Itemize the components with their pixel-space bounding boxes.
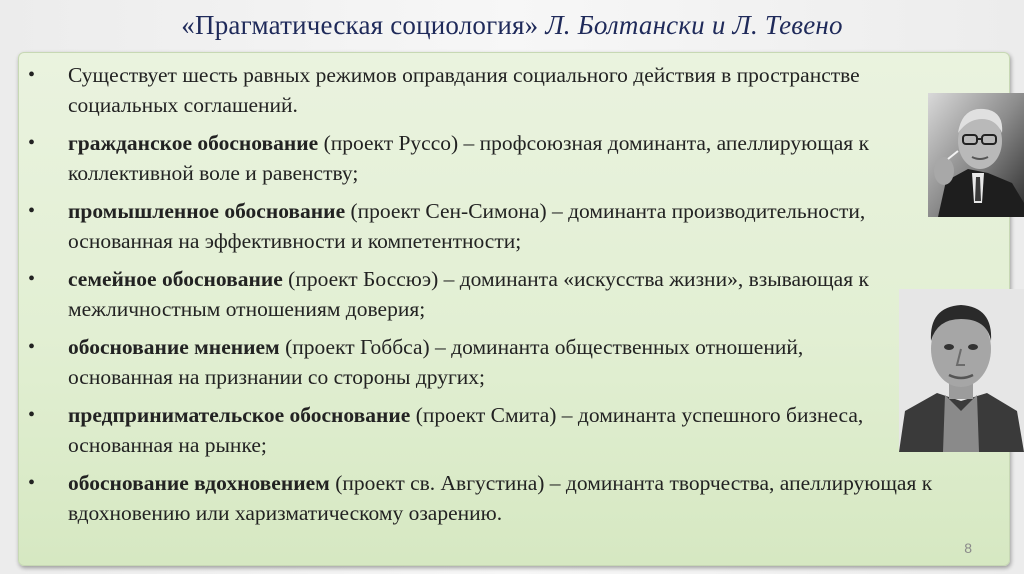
- bullet-marker: •: [28, 336, 36, 358]
- slide-title: [0, 10, 1024, 41]
- bullet-text: (проект Гоббса) – доминанта общественных отношений, основанная на признании со стороны других;: [68, 335, 804, 389]
- list-item: [18, 196, 948, 256]
- list-item: [18, 468, 998, 528]
- bullet-text: Существует шесть равных режимов оправдания социального действия в пространстве социальных соглашений.: [68, 63, 860, 117]
- bullet-marker: •: [28, 268, 36, 290]
- portrait-photo-thevenot: [899, 289, 1024, 452]
- page-number: 8: [964, 540, 972, 556]
- bullet-text: (проект св. Августина) – доминанта творчества, апеллирующая к вдохновению или харизматическому озарению.: [68, 471, 933, 525]
- bullet-marker: •: [28, 200, 36, 222]
- bullet-bold: промышленное обоснование: [68, 199, 346, 223]
- bullet-bold: предпринимательское обоснование: [68, 403, 411, 427]
- bullet-marker: •: [28, 64, 36, 86]
- bullet-bold: обоснование вдохновением: [68, 471, 330, 495]
- title-authors: Л. Болтански и Л. Тевено: [538, 10, 843, 40]
- title-open-quote: «: [181, 10, 195, 40]
- bullet-bold: обоснование мнением: [68, 335, 280, 359]
- bullet-marker: •: [28, 472, 36, 494]
- list-item: [18, 60, 948, 120]
- title-close-quote: »: [524, 10, 539, 40]
- bullet-bold: семейное обоснование: [68, 267, 283, 291]
- portrait-photo-boltanski: [928, 93, 1024, 217]
- bullet-bold: гражданское обоснование: [68, 131, 319, 155]
- list-item: [18, 332, 868, 392]
- list-item: [18, 128, 918, 188]
- bullet-marker: •: [28, 404, 36, 426]
- bullet-text: (проект Боссюэ) – доминанта «искусства жизни», взывающая к межличностным отношениям доверия;: [68, 267, 869, 321]
- list-item: [18, 264, 948, 324]
- bullet-marker: •: [28, 132, 36, 154]
- bullet-text: (проект Руссо) – профсоюзная доминанта, апеллирующая к коллективной воле и равенству;: [68, 131, 870, 185]
- bullet-text: (проект Сен-Симона) – доминанта производительности, основанная на эффективности и компетентности;: [68, 199, 866, 253]
- title-main: Прагматическая социология: [195, 10, 525, 40]
- bullet-text: (проект Смита) – доминанта успешного бизнеса, основанная на рынке;: [68, 403, 864, 457]
- bullet-list: [18, 60, 1008, 536]
- list-item: [18, 400, 868, 460]
